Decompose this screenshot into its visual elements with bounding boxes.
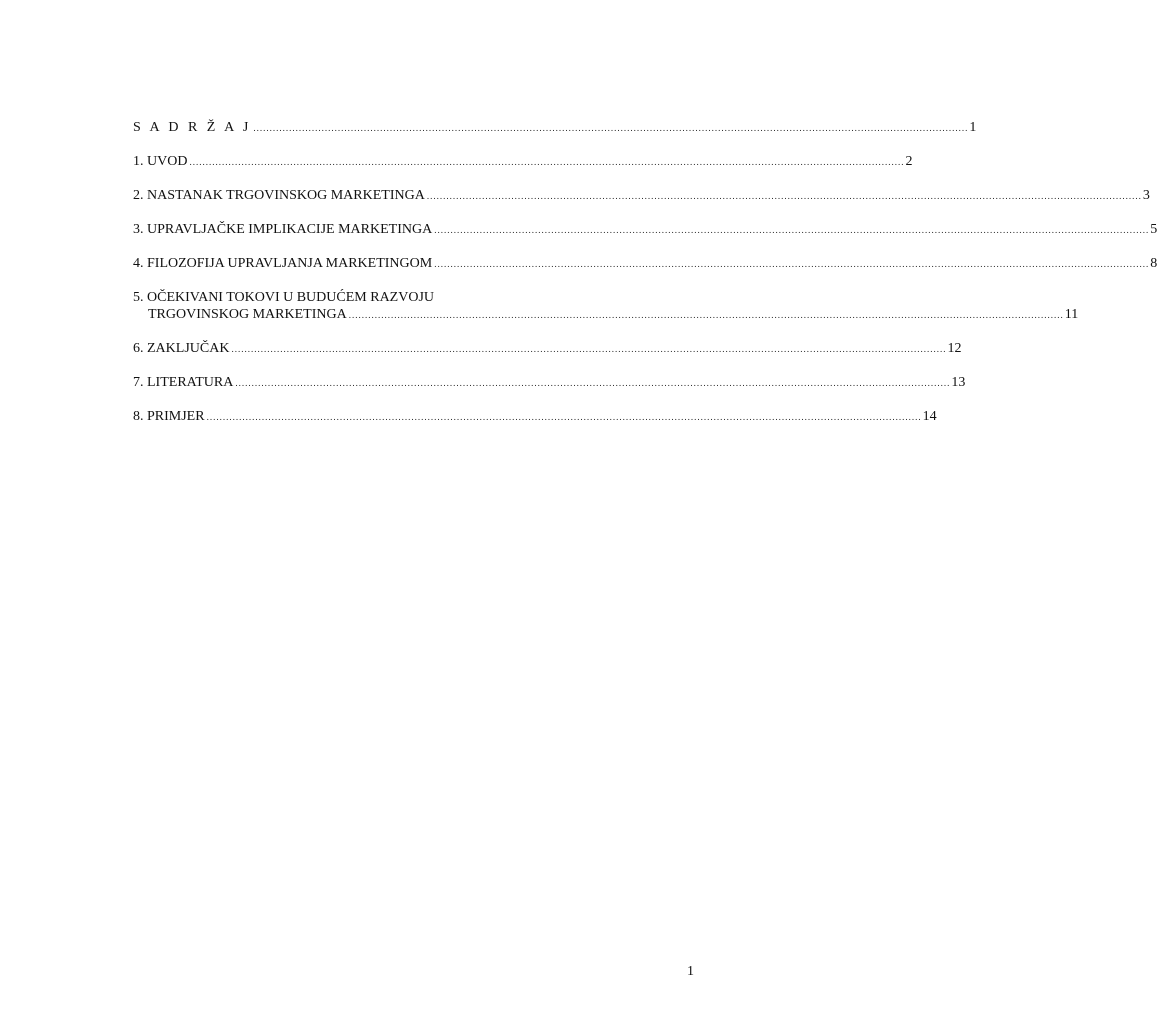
page-footer-number: 1	[687, 964, 694, 979]
toc-page-number: 11	[1064, 307, 1079, 322]
toc-entry	[133, 221, 1157, 239]
toc-entry-title: 2. NASTANAK TRGOVINSKOG MARKETINGA	[133, 188, 425, 203]
toc-entry-title: 7. LITERATURA	[133, 375, 234, 390]
toc-entry-title: 1. UVOD	[133, 154, 188, 169]
table-of-contents	[133, 119, 1157, 442]
toc-entry	[133, 187, 1150, 205]
toc-entry-title: 8. PRIMJER	[133, 409, 205, 424]
toc-leader-dots: ............................................................................................................................................................................................................................	[206, 412, 922, 422]
toc-heading-title: S A D R Ž A J	[133, 120, 252, 135]
toc-entry-title: 3. UPRAVLJAČKE IMPLIKACIJE MARKETINGA	[133, 222, 433, 237]
toc-page-number: 8	[1150, 256, 1157, 271]
toc-leader-dots: ............................................................................................................................................................................................................................	[348, 310, 1064, 320]
toc-entry-title: 6. ZAKLJUČAK	[133, 341, 230, 356]
toc-entry	[133, 153, 913, 171]
toc-entry-title-continued: TRGOVINSKOG MARKETINGA	[148, 307, 347, 322]
toc-entry-title: 4. FILOZOFIJA UPRAVLJANJA MARKETINGOM	[133, 256, 433, 271]
toc-entry	[133, 408, 937, 426]
toc-leader-dots: ............................................................................................................................................................................................................................	[235, 378, 951, 388]
toc-entry-title: 5. OČEKIVANI TOKOVI U BUDUĆEM RAZVOJU	[133, 290, 435, 305]
toc-leader-dots: ............................................................................................................................................................................................................................	[231, 344, 947, 354]
toc-leader-dots: ............................................................................................................................................................................................................................	[189, 157, 905, 167]
toc-page-number: 12	[947, 341, 962, 356]
toc-page-number: 5	[1150, 222, 1157, 237]
toc-leader-dots: ............................................................................................................................................................................................................................	[434, 225, 1150, 235]
toc-entry-multiline	[133, 289, 1079, 324]
toc-leader-dots: ............................................................................................................................................................................................................................	[426, 191, 1142, 201]
toc-heading-entry	[133, 119, 977, 137]
toc-entry	[133, 255, 1157, 273]
toc-page-number: 3	[1142, 188, 1150, 203]
toc-page-number: 14	[922, 409, 937, 424]
toc-entry	[133, 374, 966, 392]
toc-page-number: 2	[905, 154, 913, 169]
toc-leader-dots: ............................................................................................................................................................................................................................	[434, 259, 1150, 269]
toc-entry	[133, 340, 962, 358]
toc-page-number: 13	[951, 375, 966, 390]
toc-page-number: 1	[969, 120, 977, 135]
toc-leader-dots: ............................................................................................................................................................................................................................	[253, 123, 969, 133]
